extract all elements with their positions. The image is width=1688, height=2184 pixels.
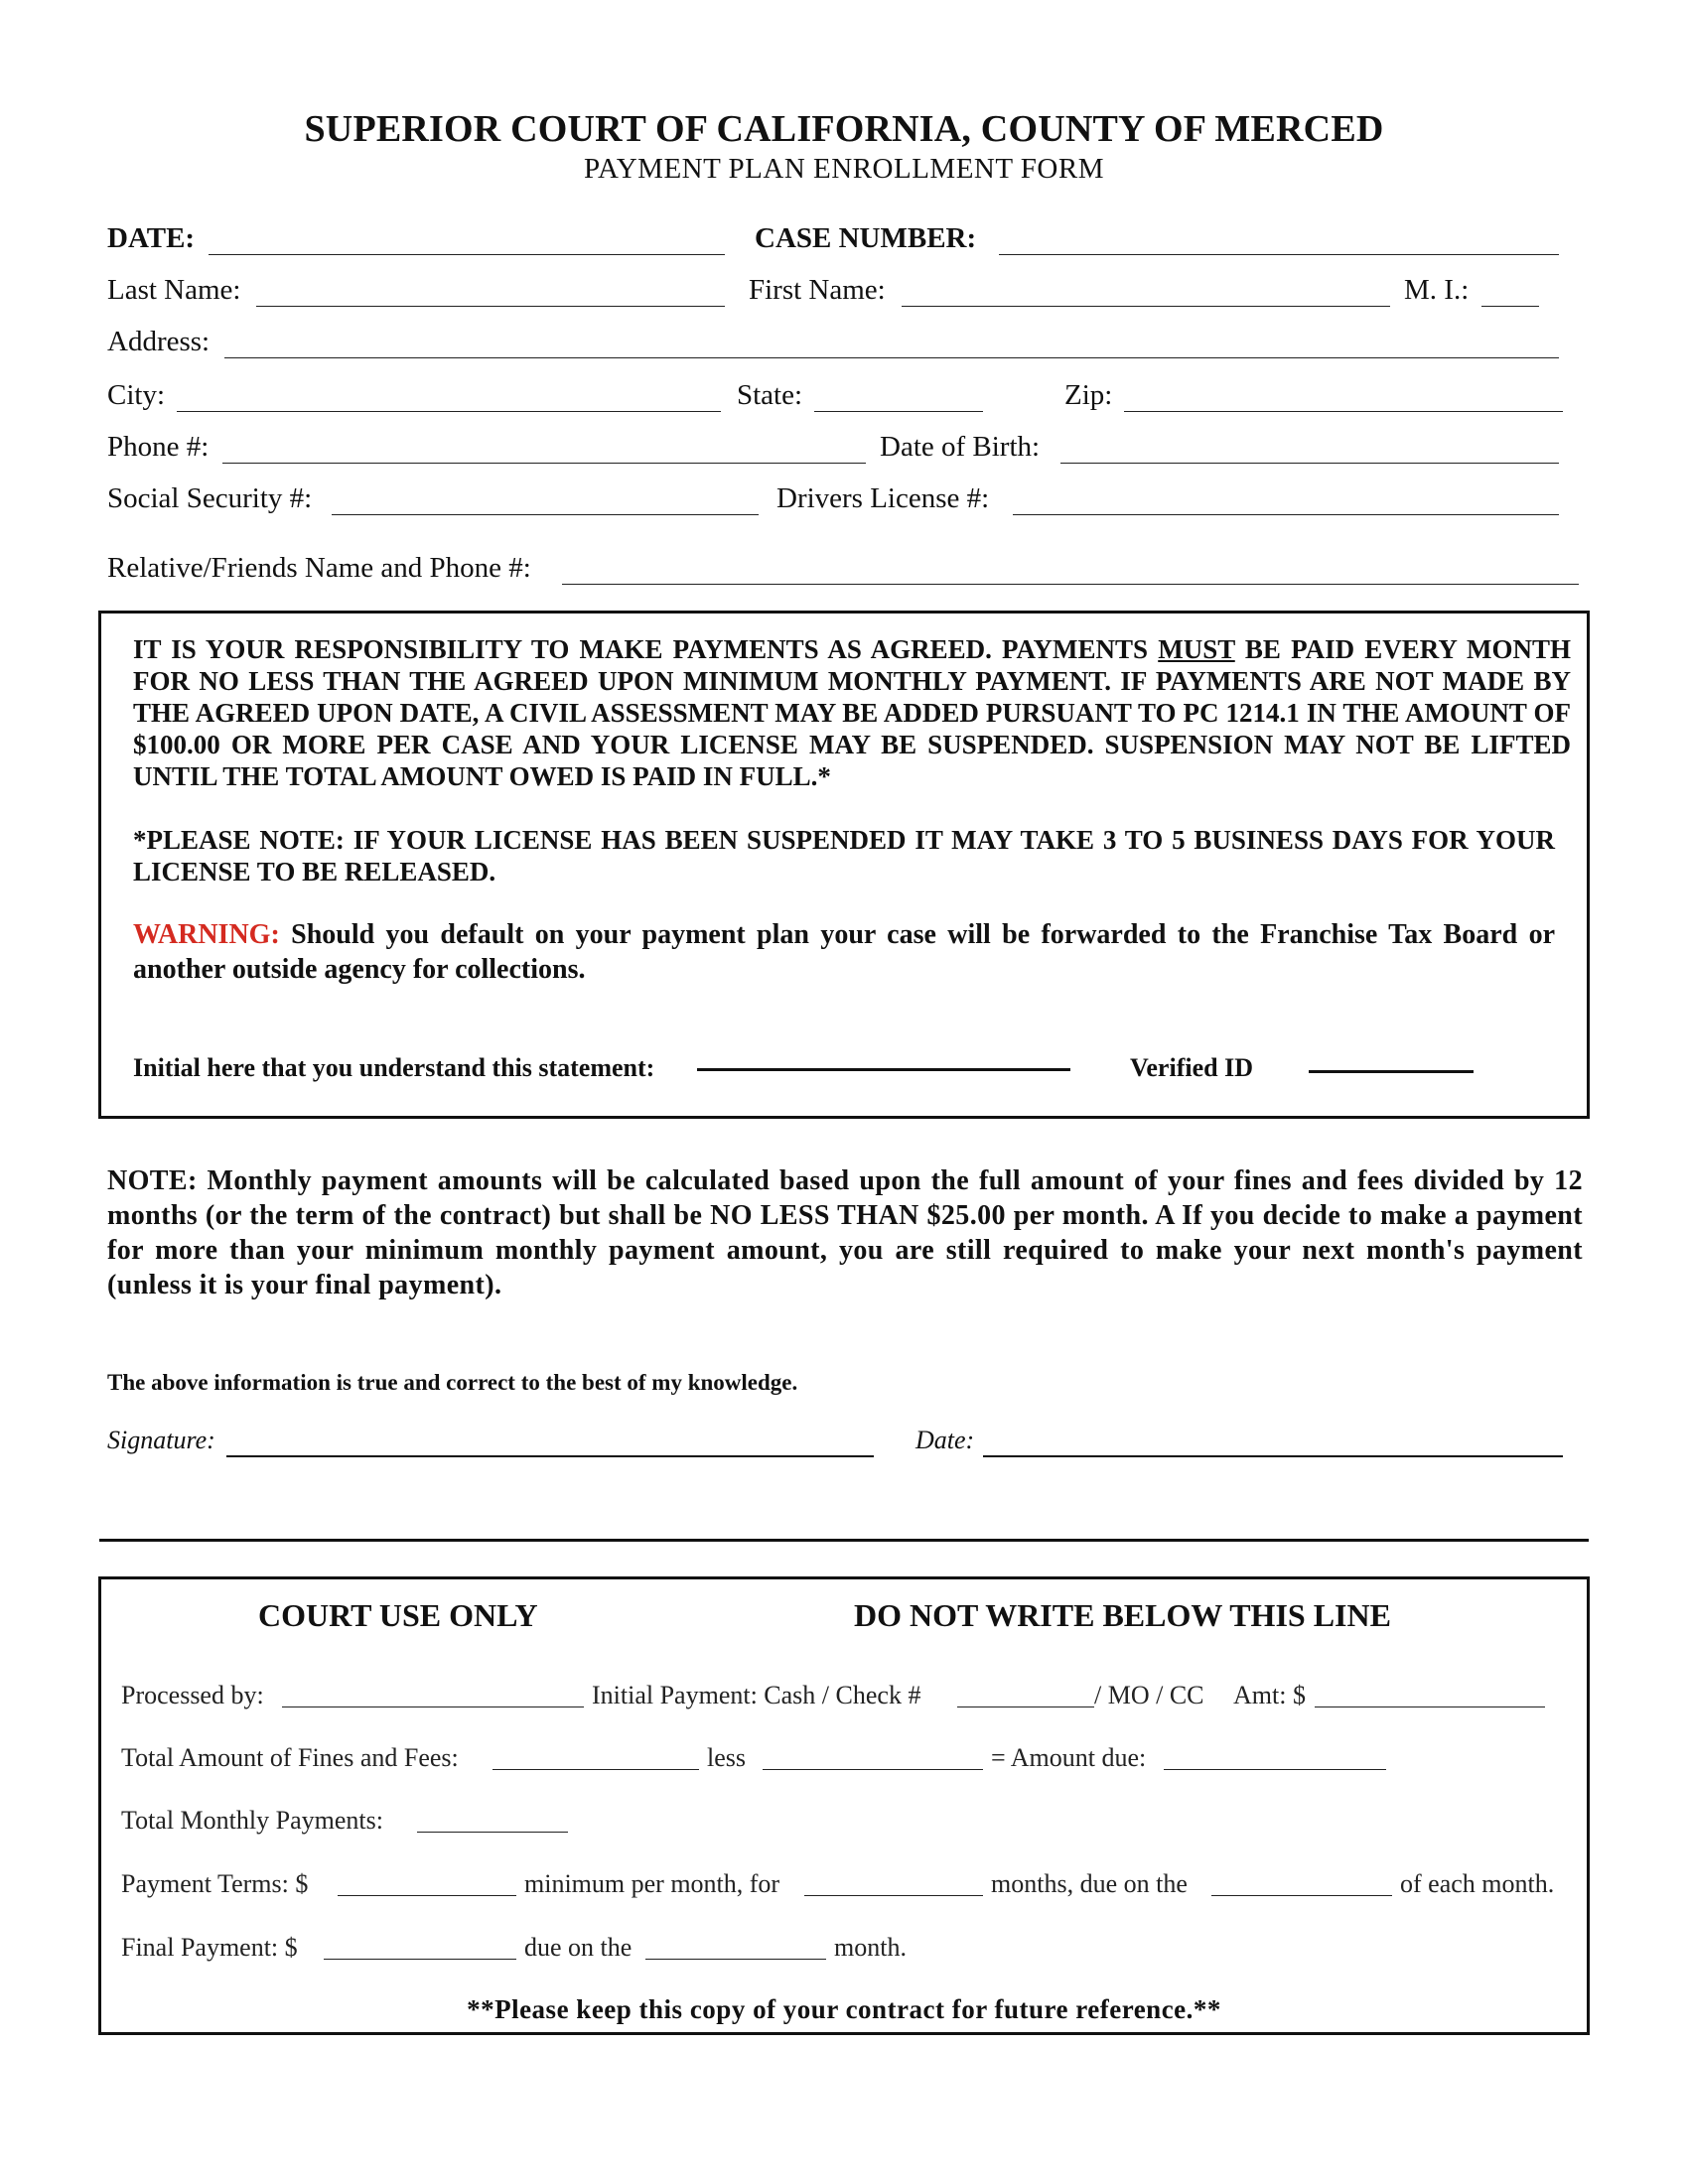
number-of-months-field[interactable] — [804, 1895, 983, 1896]
middle-initial-field[interactable] — [1481, 306, 1539, 307]
payment-terms-amount-field[interactable] — [338, 1895, 516, 1896]
phone-field[interactable] — [222, 463, 866, 464]
amount-field[interactable] — [1315, 1706, 1545, 1707]
amount-label: Amt: $ — [1233, 1681, 1306, 1709]
middle-initial-label: M. I.: — [1404, 274, 1470, 306]
signature-date-label: Date: — [915, 1426, 975, 1454]
processed-by-label: Processed by: — [121, 1681, 264, 1709]
divider-line — [99, 1539, 1589, 1542]
payment-terms-label: Payment Terms: $ — [121, 1869, 309, 1898]
total-fines-label: Total Amount of Fines and Fees: — [121, 1743, 459, 1772]
less-field[interactable] — [763, 1769, 983, 1770]
responsibility-paragraph: IT IS YOUR RESPONSIBILITY TO MAKE PAYMENTS AS AGREED. PAYMENTS MUST BE PAID EVERY MONTH FOR NO LESS THAN THE AGREED UPON MINIMUM MONTHLY PAYMENT. IF PAYMENTS ARE NOT MADE BY THE AGREED UPON DATE, A CIVIL ASSESSMENT MAY BE ADDED PURSUANT TO PC 1214.1 IN THE AMOUNT OF $100.00 OR MORE PER CASE AND YOUR LICENSE MAY BE SUSPENDED. SUSPENSION MAY NOT BE LIFTED UNTIL THE TOTAL AMOUNT OWED IS PAID IN FULL.* — [133, 634, 1572, 791]
address-label: Address: — [107, 326, 211, 357]
form-row-address — [107, 324, 1569, 363]
verified-id-label: Verified ID — [1130, 1053, 1253, 1082]
do-not-write-heading: DO NOT WRITE BELOW THIS LINE — [854, 1597, 1391, 1633]
total-fines-field[interactable] — [492, 1769, 699, 1770]
payment-note: NOTE: Monthly payment amounts will be calculated based upon the full amount of your fines and fees divided by 12 months (or the term of the contract) but shall be NO LESS THAN $25.00 per month. A If you decide to make a payment for more than your minimum monthly payment amount, you are still required to make your next month's payment (unless it is your final payment). — [107, 1165, 1583, 1300]
drivers-license-label: Drivers License #: — [776, 482, 990, 514]
month-label: month. — [834, 1933, 907, 1962]
first-name-field[interactable] — [902, 306, 1390, 307]
case-number-field[interactable] — [999, 254, 1559, 255]
amount-due-field[interactable] — [1164, 1769, 1386, 1770]
ssn-field[interactable] — [332, 514, 759, 515]
form-row-phone — [107, 429, 1569, 469]
form-row-ids — [107, 480, 1569, 520]
each-month-label: of each month. — [1400, 1869, 1555, 1898]
last-name-label: Last Name: — [107, 274, 241, 306]
address-field[interactable] — [224, 357, 1559, 358]
total-monthly-field[interactable] — [417, 1832, 568, 1833]
relative-field[interactable] — [562, 584, 1579, 585]
responsibility-statement-box — [98, 611, 1590, 1119]
city-label: City: — [107, 379, 166, 411]
state-field[interactable] — [814, 411, 983, 412]
city-field[interactable] — [177, 411, 721, 412]
attestation-text: The above information is true and correct to the best of my knowledge. — [107, 1370, 798, 1395]
initial-label: Initial here that you understand this statement: — [133, 1053, 655, 1082]
total-monthly-label: Total Monthly Payments: — [121, 1806, 383, 1835]
drivers-license-field[interactable] — [1013, 514, 1559, 515]
page-title: SUPERIOR COURT OF CALIFORNIA, COUNTY OF MERCED — [304, 108, 1384, 150]
months-due-label: months, due on the — [991, 1869, 1188, 1898]
relative-label: Relative/Friends Name and Phone #: — [107, 552, 531, 584]
form-row-relative — [107, 550, 1569, 590]
due-day-field[interactable] — [1211, 1895, 1392, 1896]
date-label: DATE: — [107, 222, 196, 254]
less-label: less — [707, 1743, 746, 1772]
form-subtitle: PAYMENT PLAN ENROLLMENT FORM — [583, 153, 1104, 185]
case-number-label: CASE NUMBER: — [755, 222, 977, 254]
form-row-name — [107, 272, 1569, 312]
dob-field[interactable] — [1060, 463, 1559, 464]
signature-date-field[interactable] — [983, 1455, 1563, 1457]
court-use-box — [98, 1576, 1590, 2035]
initial-payment-label: Initial Payment: Cash / Check # — [592, 1681, 921, 1709]
signature-label: Signature: — [107, 1426, 215, 1454]
date-field[interactable] — [209, 254, 725, 255]
warning-paragraph: WARNING: Should you default on your payment plan your case will be forwarded to the Franchise Tax Board or another outside agency for collections. — [133, 919, 1555, 985]
first-name-label: First Name: — [749, 274, 886, 306]
final-payment-label: Final Payment: $ — [121, 1933, 298, 1962]
license-note-paragraph: *PLEASE NOTE: IF YOUR LICENSE HAS BEEN SUSPENDED IT MAY TAKE 3 TO 5 BUSINESS DAYS FOR YOUR LICENSE TO BE RELEASED. — [133, 825, 1555, 887]
court-use-heading: COURT USE ONLY — [258, 1597, 538, 1633]
ssn-label: Social Security #: — [107, 482, 313, 514]
warning-label: WARNING: — [133, 919, 280, 950]
due-on-the-label: due on the — [524, 1933, 633, 1962]
keep-copy-footer: **Please keep this copy of your contract for future reference.** — [467, 1994, 1221, 2024]
form-row-date — [107, 220, 1569, 260]
min-per-month-label: minimum per month, for — [524, 1869, 780, 1898]
initial-field[interactable] — [697, 1068, 1070, 1071]
last-name-field[interactable] — [256, 306, 725, 307]
check-number-field[interactable] — [957, 1706, 1094, 1707]
final-payment-amount-field[interactable] — [324, 1959, 516, 1960]
verified-id-field[interactable] — [1309, 1070, 1474, 1073]
final-due-month-field[interactable] — [645, 1959, 826, 1960]
signature-field[interactable] — [226, 1455, 874, 1457]
must-emphasis: MUST — [1158, 634, 1235, 664]
form-row-city — [107, 377, 1569, 417]
processed-by-field[interactable] — [282, 1706, 584, 1707]
zip-field[interactable] — [1124, 411, 1563, 412]
zip-label: Zip: — [1064, 379, 1113, 411]
amount-due-label: = Amount due: — [991, 1743, 1147, 1772]
mo-cc-label: / MO / CC — [1094, 1681, 1204, 1709]
dob-label: Date of Birth: — [880, 431, 1041, 463]
phone-label: Phone #: — [107, 431, 210, 463]
state-label: State: — [737, 379, 803, 411]
